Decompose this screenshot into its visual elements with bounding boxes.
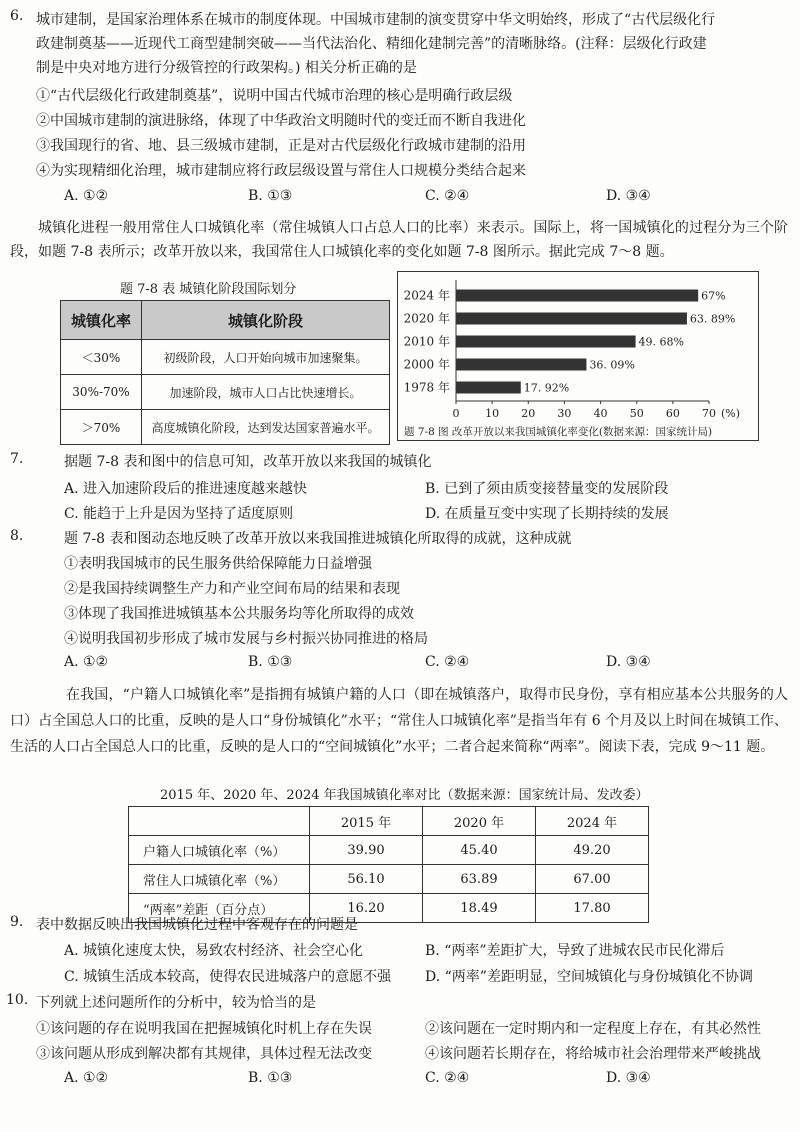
chart-data-label: 63. 89% [689,312,736,326]
urbanization-bar-chart [398,272,758,440]
q10-item: ②该问题在一定时期内和一定程度上存在，有其必然性 [425,1021,761,1037]
q7-option-d[interactable]: D. 在质量互变中实现了长期持续的发展 [425,506,669,522]
table-header: 2020 年 [423,807,536,836]
chart-category-label: 2010 年 [403,334,450,349]
table-cell: 加速阶段，城市人口占比快速增长。 [142,375,390,410]
q10-item: ④该问题若长期存在，将给城市社会治理带来严峻挑战 [425,1046,761,1062]
table-cell: 56.10 [310,865,423,894]
table-cell: 18.49 [423,894,536,923]
table-cell: 67.00 [536,865,649,894]
q6-option-c[interactable]: C. ②④ [425,188,470,204]
chart-data-label: 67% [701,289,726,303]
q6-item: ④为实现精细化治理，城市建制应将行政层级设置与常住人口规模分类结合起来 [36,163,526,179]
table-header [129,807,310,836]
q6-option-a[interactable]: A. ①② [64,188,109,204]
chart-x-tick-label: 0 [452,407,460,420]
q6-item: ①“古代层级化行政建制奠基”，说明中国古代城市治理的核心是明确行政层级 [36,88,513,104]
q8-item: ①表明我国城市的民生服务供给保障能力日益增强 [64,556,372,572]
q10-option-b[interactable]: B. ①③ [248,1070,293,1086]
table-header: 2024 年 [536,807,649,836]
q9-stem: 表中数据反映出我国城镇化过程中客观存在的问题是 [36,917,358,933]
chart-bar [456,336,636,348]
table-cell: ＜30% [61,340,142,375]
intro-7-8: 城镇化进程一般用常住人口城镇化率（常住城镇人口占总人口的比率）来表示。国际上，将一国城镇化的过程分为三个阶段，如题 7-8 表所示；改革开放以来，我国常住人口城镇化率的变化如题 7-8 图所示。据此完成 7～8 题。 [10,220,788,260]
q8-stem: 题 7-8 表和图动态地反映了改革开放以来我国推进城镇化所取得的成就，这种成就 [64,531,572,547]
table-row [61,410,390,445]
q6-option-b[interactable]: B. ①③ [248,188,293,204]
q8-item: ②是我国持续调整生产力和产业空间布局的结果和表现 [64,581,400,597]
chart-title: 题 7-8 图 改革开放以来我国城镇化率变化(数据来源：国家统计局) [404,426,713,438]
q7-option-a[interactable]: A. 进入加速阶段后的推进速度越来越快 [64,481,308,497]
chart-x-tick-label: 60 [665,407,680,420]
table-cell: 16.20 [310,894,423,923]
chart-x-tick-label: 40 [593,407,608,420]
table-row [61,375,390,410]
chart-x-tick-label: 30 [557,407,572,420]
table-cell: 高度城镇化阶段，达到发达国家普遍水平。 [142,410,390,445]
q7-number: 7. [10,451,24,467]
table-header: 2015 年 [310,807,423,836]
chart-bar [456,313,687,325]
table-header: 城镇化阶段 [142,301,390,340]
q6-item: ②中国城市建制的演进脉络，体现了中华政治文明随时代的变迁而不断自我进化 [36,113,526,129]
chart-x-tick-label: 70 [702,407,716,420]
q6-item: ③我国现行的省、地、县三级城市建制，正是对古代层级化行政城市建制的沿用 [36,138,526,154]
q6-items [36,84,526,184]
chart-x-tick-label: 50 [629,407,644,420]
q8-option-c[interactable]: C. ②④ [425,654,470,670]
q6-number: 6. [10,8,24,24]
table2-caption: 2015 年、2020 年、2024 年我国城镇化率对比（数据来源：国家统计局、发改委） [160,788,649,803]
chart-data-label: 36. 09% [589,358,635,372]
table-cell: 45.40 [423,836,536,865]
q8-number: 8. [10,528,24,544]
table-cell: “两率”差距（百分点） [129,894,310,923]
q10-option-c[interactable]: C. ②④ [425,1070,470,1086]
chart-category-label: 2020 年 [403,311,450,326]
q6-stem-line: 城市建制，是国家治理体系在城市的制度体现。中国城市建制的演变贯穿中华文明始终，形成了“古代层级化行 [36,12,716,28]
table-row [61,340,390,375]
chart-x-tick-label: 20 [521,407,536,420]
q9-option-d[interactable]: D. “两率”差距明显，空间城镇化与身份城镇化不协调 [425,969,753,985]
q7-stem: 据题 7-8 表和图中的信息可知，改革开放以来我国的城镇化 [64,454,432,470]
table-header: 城镇化率 [61,301,142,340]
table-cell: 30%-70% [61,375,142,410]
urbanization-rate-table [128,806,649,923]
table-cell: ＞70% [61,410,142,445]
q9-option-b[interactable]: B. “两率”差距扩大，导致了进城农民市民化滞后 [425,943,725,959]
table-row [129,865,649,894]
urbanization-stage-table [60,300,390,445]
q8-items [64,552,428,652]
q7-option-b[interactable]: B. 已到了须由质变接替量变的发展阶段 [425,481,669,497]
chart-bar [456,290,698,302]
q8-option-a[interactable]: A. ①② [64,654,109,670]
q7-option-c[interactable]: C. 能趋于上升是因为坚持了适度原则 [64,506,294,522]
table-cell: 49.20 [536,836,649,865]
q10-item: ①该问题的存在说明我国在把握城镇化时机上存在失误 [36,1021,372,1037]
q6-stem [36,8,715,80]
chart-category-label: 2000 年 [403,357,450,372]
table-cell: 39.90 [310,836,423,865]
q10-option-a[interactable]: A. ①② [64,1070,109,1086]
table-cell: 常住人口城镇化率（%） [129,865,310,894]
q6-stem-line: 制是中央对地方进行分级管控的行政架构。) 相关分析正确的是 [36,60,417,76]
q10-item: ③该问题从形成到解决都有其规律，具体过程无法改变 [36,1046,372,1062]
urbanization-chart-box [397,271,759,441]
chart-data-label: 49. 68% [638,335,685,349]
q8-item: ④说明我国初步形成了城市发展与乡村振兴协同推进的格局 [64,631,428,647]
table-cell: 初级阶段，人口开始向城市加速聚集。 [142,340,390,375]
q10-option-d[interactable]: D. ③④ [606,1070,651,1086]
table-cell: 17.80 [536,894,649,923]
q10-number: 10. [6,992,29,1008]
q8-option-b[interactable]: B. ①③ [248,654,293,670]
table-cell: 户籍人口城镇化率（%） [129,836,310,865]
chart-x-tick-label: 10 [485,407,500,420]
chart-x-unit: (%) [721,407,741,420]
table-header-row [61,301,390,340]
chart-data-label: 17. 92% [523,381,570,395]
table1-caption: 题 7-8 表 城镇化阶段国际划分 [120,282,297,297]
chart-bar [456,382,521,394]
chart-bar [456,359,586,371]
intro-9-11: 在我国，“户籍人口城镇化率”是指拥有城镇户籍的人口（即在城镇落户，取得市民身份，享有相应基本公共服务的人口）占全国总人口的比重，反映的是人口“身份城镇化”水平；“常住人口城镇化率”是指当年有 6 个月及以上时间在城镇工作、生活的人口占全国总人口的比重，反映的是人口的“空间城镇化”水平；二者合起来简称“两率”。阅读下表，完成 9～11 题。 [10,687,788,755]
chart-category-label: 2024 年 [403,288,450,303]
table-cell: 63.89 [423,865,536,894]
q9-option-c[interactable]: C. 城镇生活成本较高，使得农民进城落户的意愿不强 [64,969,392,985]
q8-option-d[interactable]: D. ③④ [606,654,651,670]
table-header-row [129,807,649,836]
table-row [129,836,649,865]
q6-option-d[interactable]: D. ③④ [606,188,651,204]
q8-item: ③体现了我国推进城镇基本公共服务均等化所取得的成效 [64,606,414,622]
q6-stem-line: 政建制奠基——近现代工商型建制突破——当代法治化、精细化建制完善”的清晰脉络。(注释：层级化行政建 [36,36,707,52]
q9-number: 9. [10,914,24,930]
q10-stem: 下列就上述问题所作的分析中，较为恰当的是 [36,995,316,1011]
chart-category-label: 1978 年 [403,380,450,395]
q9-option-a[interactable]: A. 城镇化速度太快，易致农村经济、社会空心化 [64,943,364,959]
